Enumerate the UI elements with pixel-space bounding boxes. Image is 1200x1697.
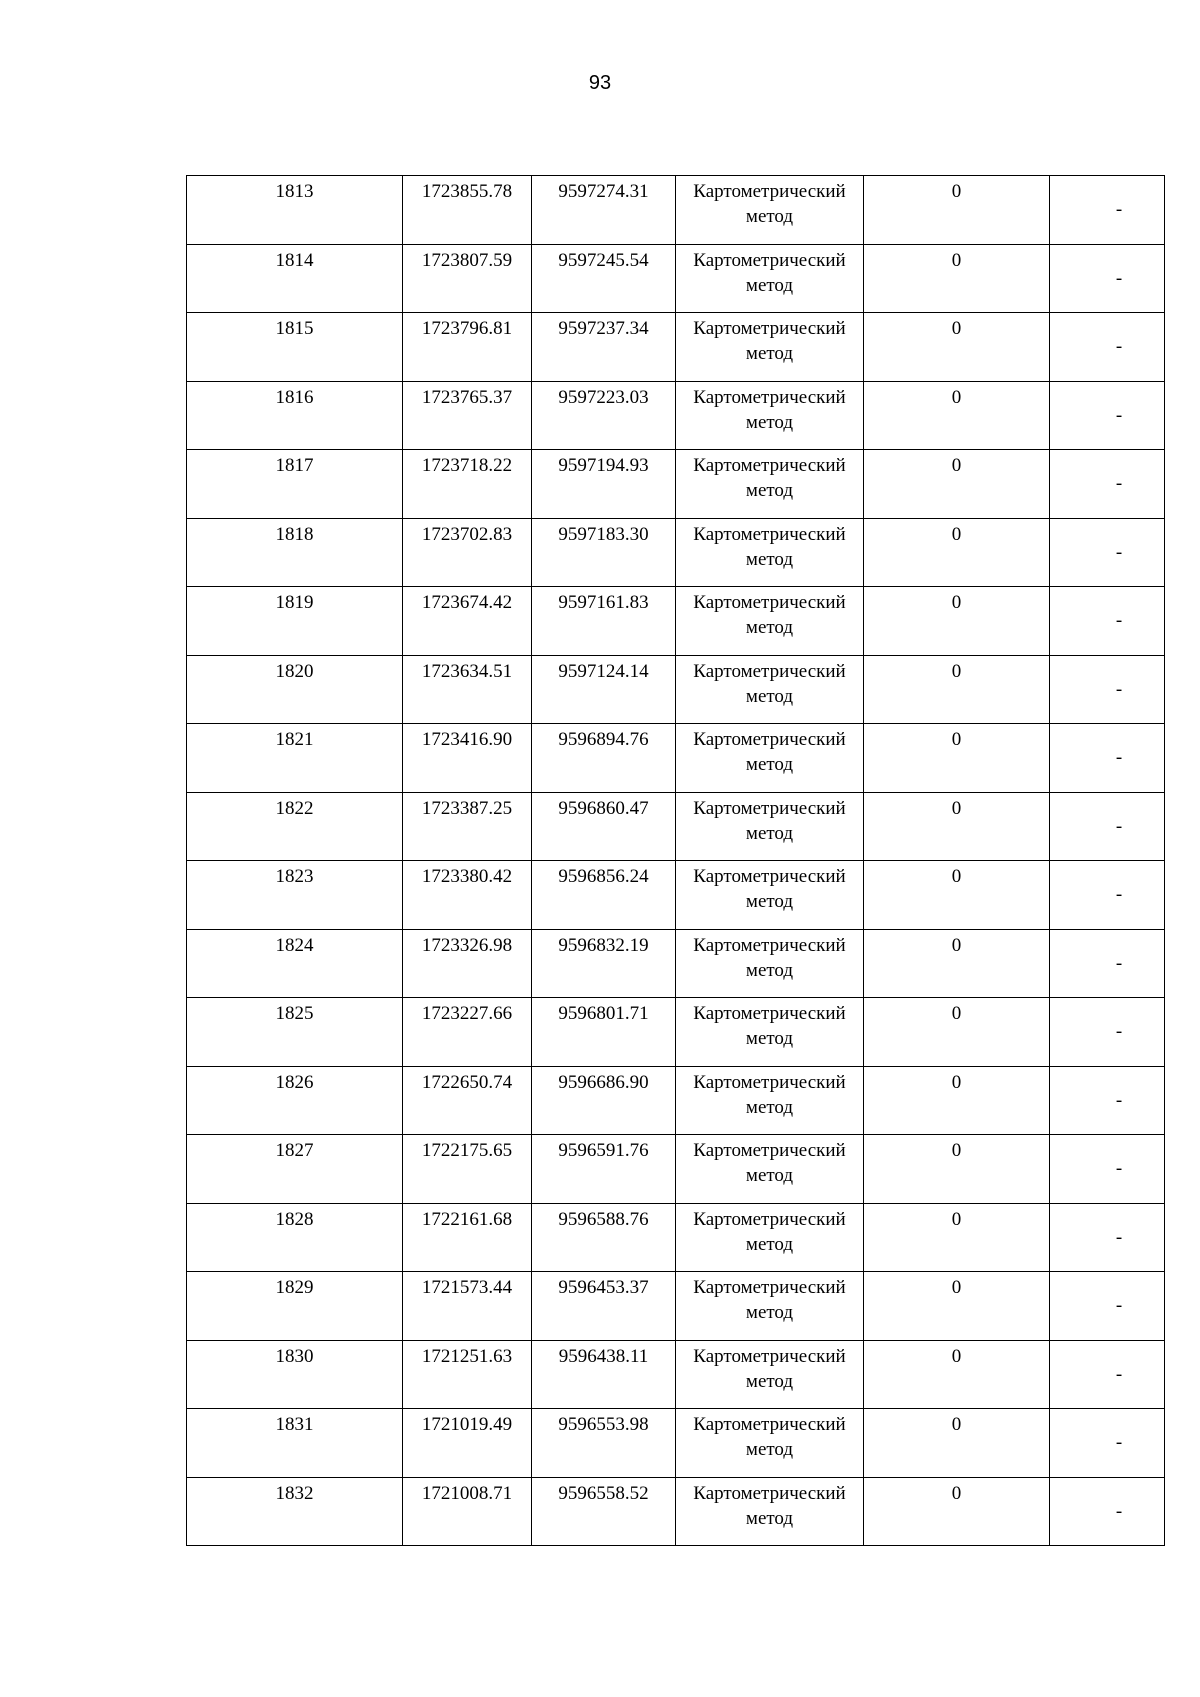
x-coordinate: 1723380.42 bbox=[421, 866, 513, 887]
y-coordinate-cell bbox=[532, 1135, 676, 1204]
x-coordinate-cell bbox=[403, 655, 532, 724]
x-coordinate: 1723765.37 bbox=[421, 386, 513, 408]
note-cell bbox=[1050, 929, 1165, 998]
point-number-cell bbox=[187, 176, 403, 245]
error-value: 0 bbox=[951, 249, 962, 271]
x-coordinate-cell bbox=[403, 518, 532, 587]
point-number: 1814 bbox=[275, 249, 314, 271]
y-coordinate: 9596591.76 bbox=[558, 1140, 649, 1161]
note-cell bbox=[1050, 518, 1165, 587]
point-number: 1831 bbox=[275, 1414, 314, 1435]
error-value: 0 bbox=[951, 934, 962, 956]
y-coordinate-cell bbox=[532, 518, 676, 587]
x-coordinate-cell bbox=[403, 1340, 532, 1409]
note-cell bbox=[1050, 1409, 1165, 1478]
note-cell bbox=[1050, 792, 1165, 861]
table-row bbox=[187, 998, 1165, 1067]
point-number: 1827 bbox=[275, 1140, 314, 1161]
error-cell bbox=[864, 450, 1050, 519]
note-value: - bbox=[1115, 1432, 1123, 1454]
error-cell bbox=[864, 861, 1050, 930]
table-row bbox=[187, 518, 1165, 587]
x-coordinate-cell bbox=[403, 1135, 532, 1204]
note-value: - bbox=[1115, 336, 1123, 358]
y-coordinate-cell bbox=[532, 313, 676, 382]
error-value: 0 bbox=[951, 1482, 962, 1504]
note-cell bbox=[1050, 313, 1165, 382]
method-cell bbox=[676, 724, 864, 793]
error-value: 0 bbox=[951, 318, 962, 339]
x-coordinate: 1721019.49 bbox=[421, 1414, 513, 1435]
point-number: 1813 bbox=[275, 181, 314, 202]
point-number: 1819 bbox=[275, 592, 314, 613]
point-number-cell bbox=[187, 1203, 403, 1272]
x-coordinate: 1721251.63 bbox=[421, 1345, 513, 1367]
y-coordinate-cell bbox=[532, 587, 676, 656]
y-coordinate: 9596856.24 bbox=[558, 866, 649, 887]
y-coordinate: 9596553.98 bbox=[558, 1414, 649, 1435]
method-cell bbox=[676, 313, 864, 382]
error-cell bbox=[864, 1477, 1050, 1546]
x-coordinate: 1722175.65 bbox=[421, 1140, 513, 1161]
table-row bbox=[187, 1272, 1165, 1341]
method-cell bbox=[676, 861, 864, 930]
note-cell bbox=[1050, 861, 1165, 930]
note-cell bbox=[1050, 1066, 1165, 1135]
y-coordinate-cell bbox=[532, 1066, 676, 1135]
error-value: 0 bbox=[951, 797, 962, 819]
point-number-cell bbox=[187, 244, 403, 313]
y-coordinate: 9596832.19 bbox=[558, 934, 649, 956]
method-cell bbox=[676, 381, 864, 450]
method-cell bbox=[676, 1135, 864, 1204]
coordinates-table-body bbox=[187, 176, 1165, 1546]
note-value: - bbox=[1115, 610, 1123, 632]
note-cell bbox=[1050, 1272, 1165, 1341]
method-text: Картометрический метод bbox=[693, 523, 846, 570]
error-value: 0 bbox=[951, 455, 962, 476]
note-cell bbox=[1050, 655, 1165, 724]
error-value: 0 bbox=[951, 1140, 962, 1161]
method-cell bbox=[676, 176, 864, 245]
y-coordinate-cell bbox=[532, 655, 676, 724]
error-cell bbox=[864, 792, 1050, 861]
x-coordinate: 1723416.90 bbox=[421, 729, 513, 750]
table-row bbox=[187, 1409, 1165, 1478]
note-value: - bbox=[1115, 1363, 1123, 1385]
error-cell bbox=[864, 313, 1050, 382]
method-text: Картометрический метод bbox=[693, 1208, 846, 1255]
point-number: 1818 bbox=[275, 523, 314, 545]
note-value: - bbox=[1115, 747, 1123, 769]
page-number: 93 bbox=[588, 72, 612, 94]
note-cell bbox=[1050, 176, 1165, 245]
y-coordinate: 9597237.34 bbox=[558, 318, 649, 339]
x-coordinate: 1723387.25 bbox=[421, 797, 513, 819]
note-value: - bbox=[1115, 541, 1123, 563]
error-cell bbox=[864, 1340, 1050, 1409]
method-text: Картометрический метод bbox=[693, 1277, 846, 1323]
point-number: 1820 bbox=[275, 660, 314, 682]
table-row bbox=[187, 587, 1165, 656]
point-number: 1823 bbox=[275, 866, 314, 887]
x-coordinate: 1723796.81 bbox=[421, 318, 513, 339]
point-number-cell bbox=[187, 724, 403, 793]
note-cell bbox=[1050, 1340, 1165, 1409]
x-coordinate-cell bbox=[403, 1477, 532, 1546]
error-value: 0 bbox=[951, 523, 962, 545]
method-cell bbox=[676, 1477, 864, 1546]
y-coordinate-cell bbox=[532, 1477, 676, 1546]
method-cell bbox=[676, 655, 864, 724]
error-cell bbox=[864, 518, 1050, 587]
x-coordinate-cell bbox=[403, 1272, 532, 1341]
table-row bbox=[187, 176, 1165, 245]
x-coordinate-cell bbox=[403, 176, 532, 245]
y-coordinate: 9596860.47 bbox=[558, 797, 649, 819]
error-value: 0 bbox=[951, 660, 962, 682]
point-number: 1830 bbox=[275, 1345, 314, 1367]
note-value: - bbox=[1115, 884, 1123, 906]
note-value: - bbox=[1115, 952, 1123, 974]
error-cell bbox=[864, 724, 1050, 793]
y-coordinate: 9596558.52 bbox=[558, 1482, 649, 1504]
y-coordinate-cell bbox=[532, 998, 676, 1067]
method-cell bbox=[676, 1272, 864, 1341]
x-coordinate: 1723702.83 bbox=[421, 523, 513, 545]
method-text: Картометрический метод bbox=[693, 1140, 846, 1186]
note-cell bbox=[1050, 724, 1165, 793]
method-text: Картометрический метод bbox=[693, 660, 846, 707]
x-coordinate: 1723718.22 bbox=[421, 455, 513, 476]
point-number: 1828 bbox=[275, 1208, 314, 1230]
error-cell bbox=[864, 1135, 1050, 1204]
table-row bbox=[187, 1203, 1165, 1272]
point-number-cell bbox=[187, 518, 403, 587]
note-cell bbox=[1050, 998, 1165, 1067]
method-text: Картометрический метод bbox=[693, 1071, 846, 1118]
error-value: 0 bbox=[951, 386, 962, 408]
error-value: 0 bbox=[951, 1071, 962, 1093]
y-coordinate: 9597245.54 bbox=[558, 249, 649, 271]
table-row bbox=[187, 1135, 1165, 1204]
note-value: - bbox=[1115, 1226, 1123, 1248]
y-coordinate-cell bbox=[532, 861, 676, 930]
x-coordinate-cell bbox=[403, 450, 532, 519]
note-value: - bbox=[1115, 267, 1123, 289]
note-value: - bbox=[1115, 678, 1123, 700]
method-cell bbox=[676, 244, 864, 313]
method-cell bbox=[676, 929, 864, 998]
x-coordinate-cell bbox=[403, 244, 532, 313]
point-number-cell bbox=[187, 655, 403, 724]
x-coordinate: 1723326.98 bbox=[421, 934, 513, 956]
y-coordinate-cell bbox=[532, 792, 676, 861]
y-coordinate: 9596894.76 bbox=[558, 729, 649, 750]
coordinates-table bbox=[186, 175, 1165, 1546]
note-value: - bbox=[1115, 1500, 1123, 1522]
method-cell bbox=[676, 1340, 864, 1409]
point-number-cell bbox=[187, 450, 403, 519]
point-number-cell bbox=[187, 929, 403, 998]
point-number: 1832 bbox=[275, 1482, 314, 1504]
note-value: - bbox=[1115, 473, 1123, 495]
point-number: 1816 bbox=[275, 386, 314, 408]
point-number: 1815 bbox=[275, 318, 314, 339]
point-number-cell bbox=[187, 1066, 403, 1135]
table-row bbox=[187, 450, 1165, 519]
point-number-cell bbox=[187, 1272, 403, 1341]
note-cell bbox=[1050, 381, 1165, 450]
point-number-cell bbox=[187, 1135, 403, 1204]
x-coordinate-cell bbox=[403, 587, 532, 656]
note-value: - bbox=[1115, 199, 1123, 221]
table-row bbox=[187, 313, 1165, 382]
note-value: - bbox=[1115, 1021, 1123, 1043]
y-coordinate-cell bbox=[532, 244, 676, 313]
x-coordinate-cell bbox=[403, 381, 532, 450]
y-coordinate: 9596453.37 bbox=[558, 1277, 649, 1298]
method-text: Картометрический метод bbox=[693, 181, 846, 227]
point-number: 1821 bbox=[275, 729, 314, 750]
note-cell bbox=[1050, 450, 1165, 519]
method-text: Картометрический метод bbox=[693, 797, 846, 844]
table-row bbox=[187, 244, 1165, 313]
note-cell bbox=[1050, 244, 1165, 313]
x-coordinate: 1723807.59 bbox=[421, 249, 513, 271]
method-text: Картометрический метод bbox=[693, 934, 846, 981]
point-number-cell bbox=[187, 1340, 403, 1409]
method-cell bbox=[676, 518, 864, 587]
y-coordinate: 9597183.30 bbox=[558, 523, 649, 545]
y-coordinate: 9597274.31 bbox=[558, 181, 649, 202]
point-number: 1829 bbox=[275, 1277, 314, 1298]
error-value: 0 bbox=[951, 592, 962, 613]
x-coordinate-cell bbox=[403, 861, 532, 930]
error-cell bbox=[864, 381, 1050, 450]
point-number: 1826 bbox=[275, 1071, 314, 1093]
x-coordinate: 1722650.74 bbox=[421, 1071, 513, 1093]
error-value: 0 bbox=[951, 1003, 962, 1024]
note-value: - bbox=[1115, 1158, 1123, 1180]
point-number-cell bbox=[187, 381, 403, 450]
note-value: - bbox=[1115, 1089, 1123, 1111]
x-coordinate: 1722161.68 bbox=[421, 1208, 513, 1230]
note-value: - bbox=[1115, 815, 1123, 837]
x-coordinate-cell bbox=[403, 1409, 532, 1478]
method-text: Картометрический метод bbox=[693, 729, 846, 775]
table-row bbox=[187, 929, 1165, 998]
method-cell bbox=[676, 1203, 864, 1272]
method-text: Картометрический метод bbox=[693, 249, 846, 296]
error-cell bbox=[864, 587, 1050, 656]
method-text: Картометрический метод bbox=[693, 592, 846, 638]
point-number: 1822 bbox=[275, 797, 314, 819]
point-number-cell bbox=[187, 587, 403, 656]
point-number: 1825 bbox=[275, 1003, 314, 1024]
method-text: Картометрический метод bbox=[693, 1003, 846, 1049]
point-number-cell bbox=[187, 998, 403, 1067]
method-cell bbox=[676, 998, 864, 1067]
error-value: 0 bbox=[951, 1277, 962, 1298]
method-cell bbox=[676, 1409, 864, 1478]
table-row bbox=[187, 655, 1165, 724]
point-number: 1817 bbox=[275, 455, 314, 476]
y-coordinate-cell bbox=[532, 1409, 676, 1478]
point-number: 1824 bbox=[275, 934, 314, 956]
x-coordinate-cell bbox=[403, 313, 532, 382]
method-text: Картометрический метод bbox=[693, 318, 846, 364]
y-coordinate: 9597161.83 bbox=[558, 592, 649, 613]
table-row bbox=[187, 1066, 1165, 1135]
method-text: Картометрический метод bbox=[693, 1482, 846, 1529]
note-value: - bbox=[1115, 404, 1123, 426]
table-row bbox=[187, 861, 1165, 930]
x-coordinate: 1721008.71 bbox=[421, 1482, 513, 1504]
method-text: Картометрический метод bbox=[693, 1345, 846, 1392]
error-cell bbox=[864, 655, 1050, 724]
method-cell bbox=[676, 450, 864, 519]
y-coordinate: 9597223.03 bbox=[558, 386, 649, 408]
error-value: 0 bbox=[951, 181, 962, 202]
point-number-cell bbox=[187, 313, 403, 382]
y-coordinate-cell bbox=[532, 1340, 676, 1409]
error-value: 0 bbox=[951, 1414, 962, 1435]
note-cell bbox=[1050, 1135, 1165, 1204]
x-coordinate-cell bbox=[403, 998, 532, 1067]
y-coordinate-cell bbox=[532, 176, 676, 245]
x-coordinate-cell bbox=[403, 792, 532, 861]
y-coordinate-cell bbox=[532, 724, 676, 793]
error-cell bbox=[864, 244, 1050, 313]
table-row bbox=[187, 1477, 1165, 1546]
x-coordinate: 1723634.51 bbox=[421, 660, 513, 682]
method-cell bbox=[676, 587, 864, 656]
method-text: Картометрический метод bbox=[693, 866, 846, 912]
y-coordinate: 9597124.14 bbox=[558, 660, 649, 682]
x-coordinate: 1723227.66 bbox=[421, 1003, 513, 1024]
method-text: Картометрический метод bbox=[693, 386, 846, 433]
table-row bbox=[187, 724, 1165, 793]
method-text: Картометрический метод bbox=[693, 1414, 846, 1460]
error-cell bbox=[864, 1066, 1050, 1135]
error-value: 0 bbox=[951, 1208, 962, 1230]
x-coordinate-cell bbox=[403, 1203, 532, 1272]
y-coordinate-cell bbox=[532, 381, 676, 450]
method-cell bbox=[676, 1066, 864, 1135]
x-coordinate: 1723674.42 bbox=[421, 592, 513, 613]
y-coordinate-cell bbox=[532, 929, 676, 998]
y-coordinate: 9596588.76 bbox=[558, 1208, 649, 1230]
table-row bbox=[187, 381, 1165, 450]
y-coordinate: 9596686.90 bbox=[558, 1071, 649, 1093]
error-cell bbox=[864, 1272, 1050, 1341]
error-value: 0 bbox=[951, 729, 962, 750]
point-number-cell bbox=[187, 861, 403, 930]
method-cell bbox=[676, 792, 864, 861]
error-cell bbox=[864, 176, 1050, 245]
error-cell bbox=[864, 929, 1050, 998]
y-coordinate-cell bbox=[532, 1272, 676, 1341]
point-number-cell bbox=[187, 792, 403, 861]
x-coordinate: 1721573.44 bbox=[421, 1277, 513, 1298]
table-row bbox=[187, 1340, 1165, 1409]
y-coordinate: 9596438.11 bbox=[558, 1345, 649, 1367]
error-cell bbox=[864, 1409, 1050, 1478]
x-coordinate-cell bbox=[403, 1066, 532, 1135]
error-cell bbox=[864, 1203, 1050, 1272]
error-value: 0 bbox=[951, 1345, 962, 1367]
x-coordinate: 1723855.78 bbox=[421, 181, 513, 202]
error-value: 0 bbox=[951, 866, 962, 887]
x-coordinate-cell bbox=[403, 929, 532, 998]
y-coordinate: 9597194.93 bbox=[558, 455, 649, 476]
x-coordinate-cell bbox=[403, 724, 532, 793]
point-number-cell bbox=[187, 1477, 403, 1546]
note-value: - bbox=[1115, 1295, 1123, 1317]
method-text: Картометрический метод bbox=[693, 455, 846, 501]
error-cell bbox=[864, 998, 1050, 1067]
point-number-cell bbox=[187, 1409, 403, 1478]
table-row bbox=[187, 792, 1165, 861]
y-coordinate: 9596801.71 bbox=[558, 1003, 649, 1024]
note-cell bbox=[1050, 1203, 1165, 1272]
y-coordinate-cell bbox=[532, 1203, 676, 1272]
note-cell bbox=[1050, 587, 1165, 656]
y-coordinate-cell bbox=[532, 450, 676, 519]
note-cell bbox=[1050, 1477, 1165, 1546]
